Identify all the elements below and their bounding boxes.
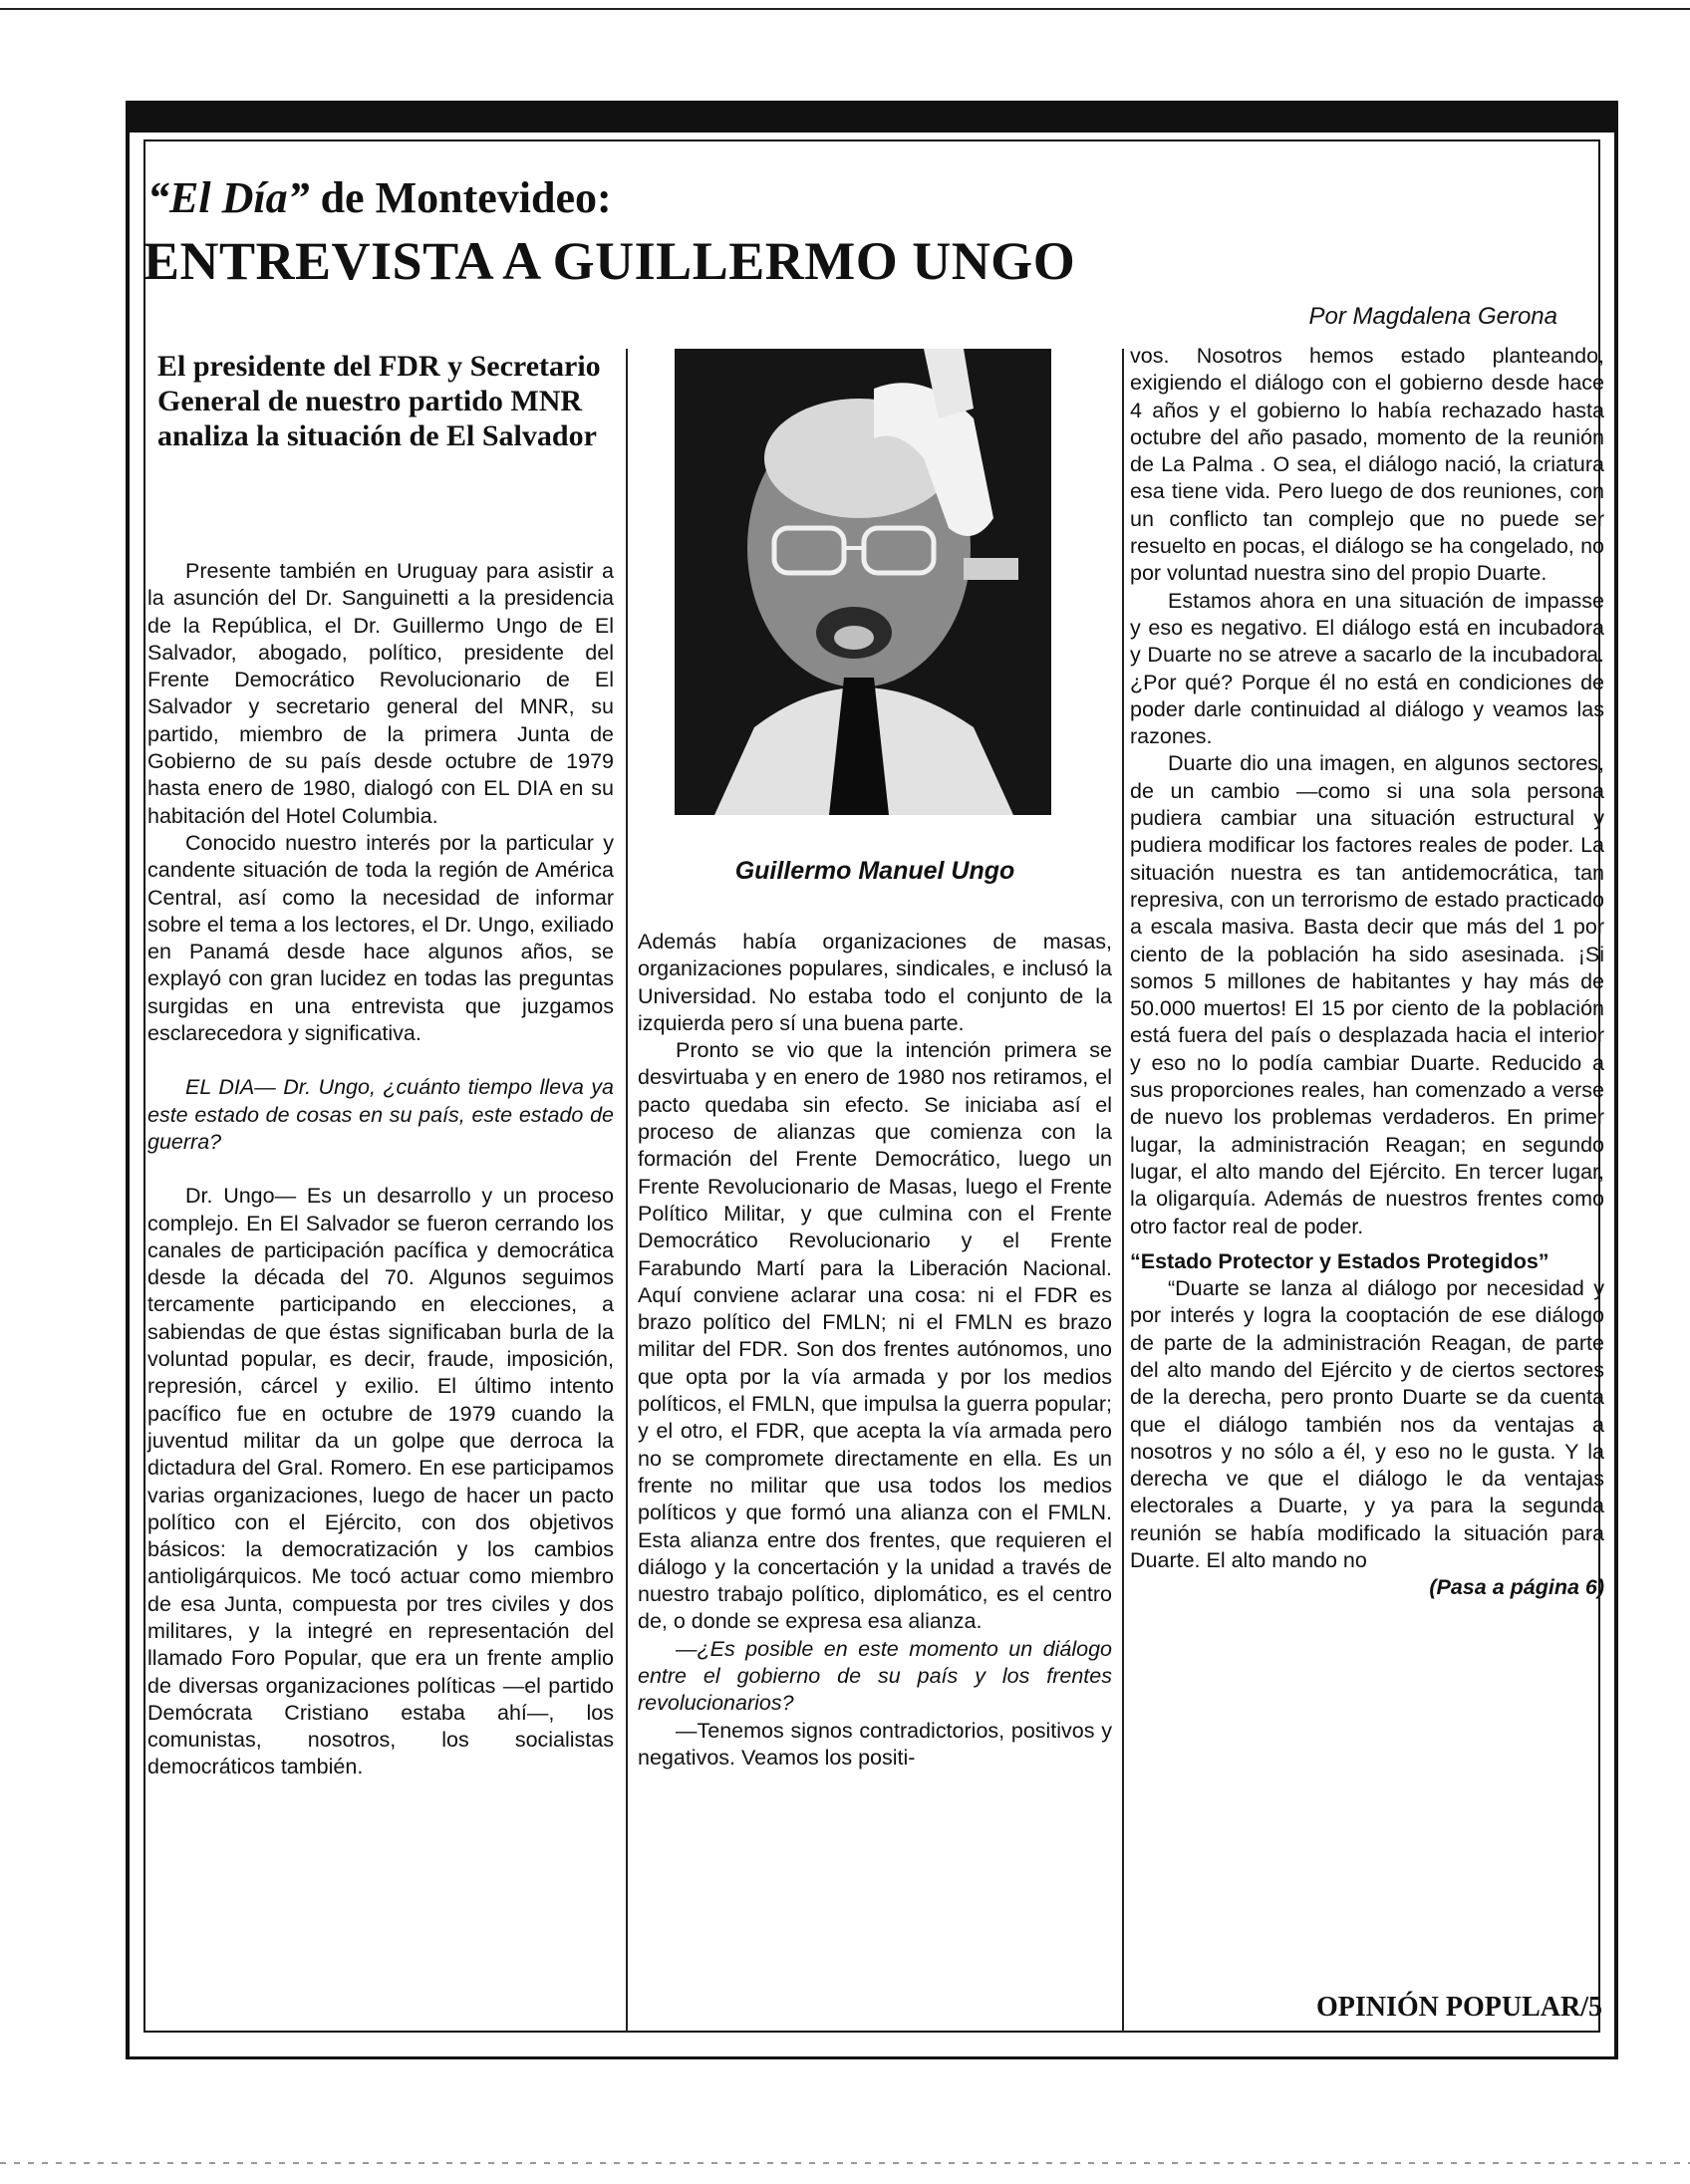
- continued-note: (Pasa a página 6): [1429, 1575, 1604, 1600]
- paragraph: vos. Nosotros hemos estado planteando, exigiendo el diálogo con el gobierno desde hace 4 años y el gobierno lo había rechazado hasta octubre del año pasado, momento de la reunión de La Palma . O sea, el diálogo nació, la criatura esa tiene vida. Pero luego de dos reuniones, con un conflicto tan complejo que no puede ser resuelto en pocas, el diálogo se ha congelado, no por voluntad nuestra sino del propio Duarte.: [1130, 344, 1604, 586]
- article-subhead: El presidente del FDR y Secretario General de nuestro partido MNR analiza la situación de El Salvador: [157, 350, 601, 452]
- column-rule-right: [1122, 349, 1124, 2033]
- article-headline: ENTREVISTA A GUILLERMO UNGO: [143, 231, 1076, 291]
- paragraph: Duarte dio una imagen, en algunos sectores, de un cambio —como si una sola persona pudiera cambiar una situación estructural y pudiera modificar los factores reales de poder. La situación nuestra es tan antidemocrática, tan represiva, con un terrorismo de estado practicado a escala masiva. Basta decir que más del 1 por ciento de la población ha sido asesinada. ¡Si somos 5 millones de habitantes y hay más de 50.000 muertos! El 15 por ciento de la población está fuera del país o desplazada hacia el interior y eso no lo podía cambiar Duarte. Reducido a sus proporciones reales, han comenzado a verse de nuevo los problemas verdaderos. En primer lugar, la administración Reagan; en segundo lugar, el alto mando del Ejército. En tercer lugar, la oligarquía. Además de nuestros frentes como otro factor real de poder.: [1130, 751, 1604, 1238]
- section-heading: “Estado Protector y Estados Protegidos”: [1130, 1248, 1549, 1273]
- kicker-rest: de Montevideo:: [309, 173, 612, 222]
- article-column-2: [638, 929, 1112, 1772]
- header-black-bar: [126, 101, 1618, 133]
- paragraph: Estamos ahora en una situación de impasse y eso es negativo. El diálogo está en incubadora y Duarte no se atreve a sacarlo de la incubadora. ¿Por qué? Porque él no está en condiciones de poder darle continuidad al diálogo y veamos las razones.: [1130, 588, 1604, 749]
- article-column-3: [1130, 343, 1604, 1602]
- page-footer: OPINIÓN POPULAR/5: [1316, 1992, 1602, 2023]
- column-rule-left: [626, 349, 628, 2033]
- paragraph: “Duarte se lanza al diálogo por necesidad y por interés y logra la cooptación de ese diálogo de parte de la administración Reagan, de parte del alto mando del Ejército y de ciertos sectores de la derecha, pero pronto Duarte se da cuenta que el diálogo también nos da ventajas a nosotros y no sólo a él, y eso no le gusta. Y la derecha ve que el diálogo le da ventajas electorales a Duarte, y ya para la segunda reunión se había modificado la situación para Duarte. El alto mando no: [1130, 1276, 1604, 1573]
- portrait-illustration: [675, 349, 1051, 815]
- photo-caption: Guillermo Manuel Ungo: [734, 857, 1015, 885]
- paragraph: Presente también en Uruguay para asistir a la asunción del Dr. Sanguinetti a la presidencia de la República, el Dr. Guillermo Ungo de El Salvador, abogado, político, presidente del Frente Democrático Revolucionario de El Salvador y secretario general del MNR, su partido, miembro de la primera Junta de Gobierno de su país desde octubre de 1979 hasta enero de 1980, dialogó con EL DIA en su habitación del Hotel Columbia.: [147, 559, 614, 828]
- interview-answer: Dr. Ungo— Es un desarrollo y un proceso complejo. En El Salvador se fueron cerrando los canales de participación pacífica y democrática desde la década del 70. Algunos seguimos tercamente participando en elecciones, a sabiendas de que éstas significaban burla de la voluntad popular, es decir, fraude, imposición, represión, cárcel y exilio. El último intento pacífico fue en octubre de 1979 cuando la juventud militar da un golpe que derroca la dictadura del Gral. Romero. En ese participamos varias organizaciones, luego de hacer un pacto político con el Ejército, con dos objetivos básicos: la democratización y los cambios antioligárquicos. Me tocó actuar como miembro de esa Junta, compuesta por tres civiles y dos militares, y la integré en representación del llamado Foro Popular, que era un frente amplio de diversas organizaciones políticas —el partido Demócrata Cristiano estaba ahí—, los comunistas, nosotros, los socialistas democráticos también.: [147, 1184, 614, 1779]
- paragraph: Además había organizaciones de masas, organizaciones populares, sindicales, e inclusó la Universidad. No estaba todo el conjunto de la izquierda pero sí una buena parte.: [638, 930, 1112, 1035]
- article-column-1: [147, 558, 614, 1781]
- scan-bottom-edge: [0, 2162, 1690, 2164]
- interview-question: EL DIA— Dr. Ungo, ¿cuánto tiempo lleva ya este estado de cosas en su país, este estado de guerra?: [147, 1075, 614, 1154]
- interview-answer: —Tenemos signos contradictorios, positivos y negativos. Veamos los positi-: [638, 1718, 1112, 1770]
- kicker-quoted-name: “El Día”: [147, 173, 310, 222]
- interview-question: —¿Es posible en este momento un diálogo entre el gobierno de su país y los frentes revolucionarios?: [638, 1636, 1112, 1716]
- article-kicker: [147, 173, 612, 223]
- byline: Por Magdalena Gerona: [1308, 303, 1557, 330]
- portrait-photo: [675, 349, 1051, 815]
- paragraph: Pronto se vio que la intención primera se desvirtuaba y en enero de 1980 nos retiramos, el pacto quedaba sin efecto. Se iniciaba así el proceso de alianzas que comienza con la formación del Frente Democrático, luego un Frente Revolucionario de Masas, luego el Frente Político Militar, y que culmina con el Frente Democrático Revolucionario y el Frente Farabundo Martí para la Liberación Nacional. Aquí conviene aclarar una cosa: ni el FDR es brazo político del FMLN; ni el FMLN es brazo militar del FDR. Son dos frentes autónomos, uno que opta por la vía armada y por los medios políticos, el FMLN, que impulsa la guerra popular; y el otro, el FDR, que acepta la vía armada pero no se compromete directamente en ella. Es un frente no militar que usa todos los medios políticos y que formó una alianza con el FMLN. Esta alianza entre dos frentes, que requieren el diálogo y la concertación y la unidad a través de nuestro trabajo político, diplomático, es el centro de, o donde se expresa esa alianza.: [638, 1038, 1112, 1634]
- top-edge-line: [0, 8, 1690, 10]
- paragraph: Conocido nuestro interés por la particular y candente situación de toda la región de América Central, así como la necesidad de informar sobre el tema a los lectores, el Dr. Ungo, exiliado en Panamá desde hace algunos años, se explayó con gran lucidez en todas las preguntas surgidas en una entrevista que juzgamos esclarecedora y significativa.: [147, 830, 614, 1046]
